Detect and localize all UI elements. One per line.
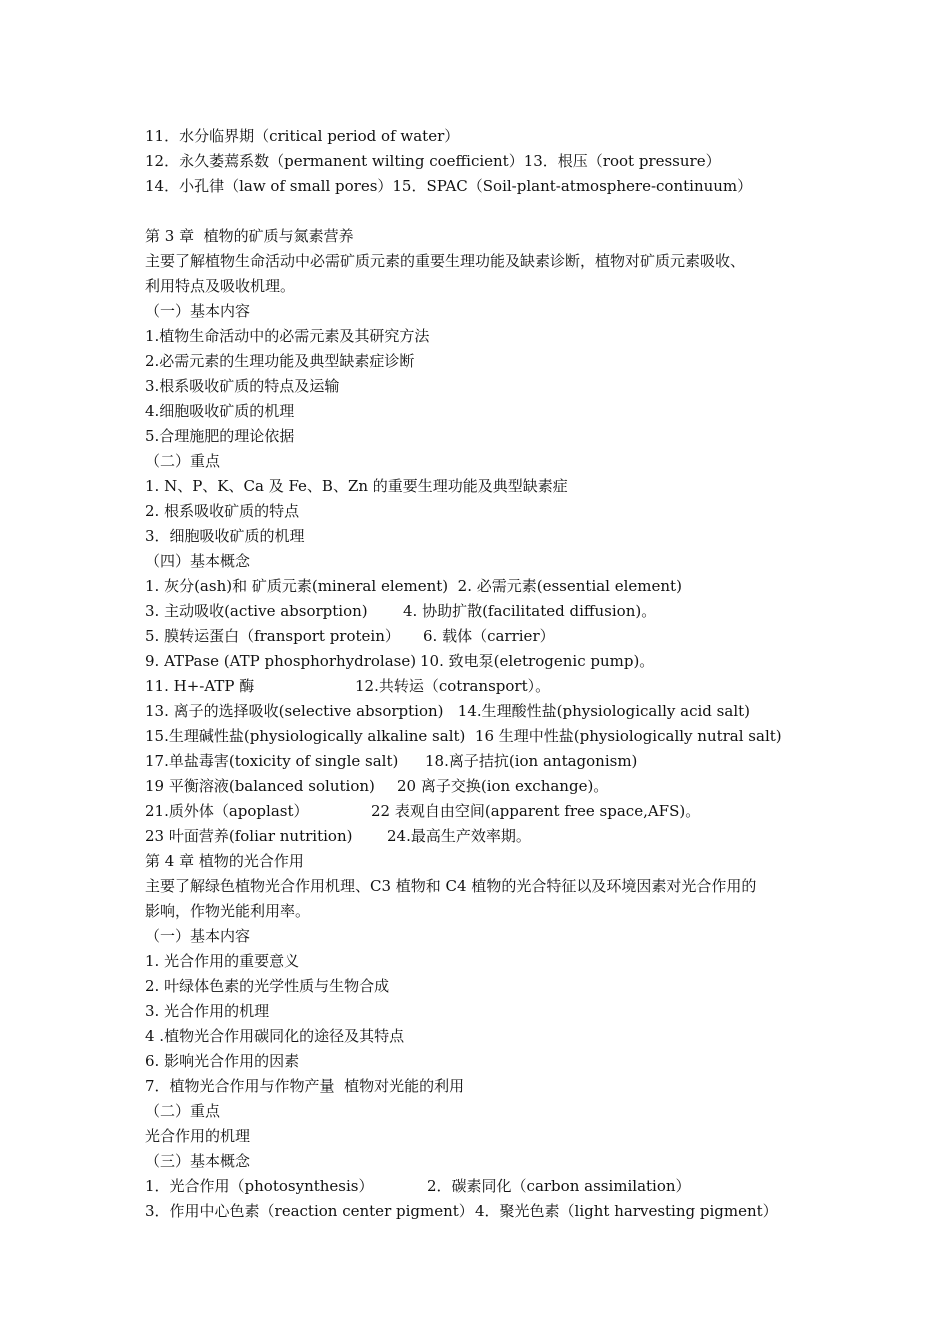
list-item: 2. 根系吸收矿质的特点: [145, 502, 300, 520]
concept-line: 1. 灰分(ash)和 矿质元素(mineral element) 2. 必需元素(essential element): [145, 577, 682, 595]
term-line: 11．水分临界期（critical period of water）: [145, 127, 460, 145]
section-heading: （一）基本内容: [145, 302, 251, 320]
list-item: 1. 光合作用的重要意义: [145, 952, 300, 970]
concept-item: 11. H+-ATP 酶: [145, 677, 255, 695]
section-heading: （三）基本概念: [145, 1152, 251, 1170]
chapter-4-intro: 主要了解绿色植物光合作用机理、C3 植物和 C4 植物的光合特征以及环境因素对光合作用的: [145, 877, 757, 895]
list-item: 2. 叶绿体色素的光学性质与生物合成: [145, 977, 390, 995]
chapter-3-intro: 利用特点及吸收机理。: [145, 277, 296, 295]
chapter-3-intro: 主要了解植物生命活动中必需矿质元素的重要生理功能及缺素诊断，植物对矿质元素吸收、: [145, 252, 746, 270]
concept-line: [145, 1201, 778, 1281]
concept-item: 3．作用中心色素（reaction center pigment）: [145, 1202, 474, 1220]
concept-item: 21.质外体（apoplast）: [145, 802, 309, 820]
list-item: 6. 影响光合作用的因素: [145, 1052, 300, 1070]
section-heading: （二）重点: [145, 1102, 221, 1120]
concept-item: 2．碳素同化（carbon assimilation）: [427, 1177, 691, 1195]
concept-item: 23 叶面营养(foliar nutrition): [145, 827, 353, 845]
concept-item: 17.单盐毒害(toxicity of single salt): [145, 752, 399, 770]
term-line: 14．小孔律（law of small pores）15．SPAC（Soil-plant-atmosphere-continuum）: [145, 177, 753, 195]
list-item: 4.细胞吸收矿质的机理: [145, 402, 295, 420]
list-item: 1.植物生命活动中的必需元素及其研究方法: [145, 327, 430, 345]
term-line: 12．永久萎蔫系数（permanent wilting coefficient）13．根压（root pressure）: [145, 152, 721, 170]
section-heading: （一）基本内容: [145, 927, 251, 945]
list-item: 3. 光合作用的机理: [145, 1002, 270, 1020]
chapter-4-intro: 影响，作物光能利用率。: [145, 902, 311, 920]
list-item: 3.根系吸收矿质的特点及运输: [145, 377, 340, 395]
chapter-4-title: 第 4 章 植物的光合作用: [145, 852, 304, 870]
list-item: 光合作用的机理: [145, 1127, 251, 1145]
concept-item: 4. 协助扩散(facilitated diffusion)。: [403, 602, 657, 620]
concept-item: 19 平衡溶液(balanced solution): [145, 777, 375, 795]
section-heading: （四）基本概念: [145, 552, 251, 570]
list-item: 1. N、P、K、Ca 及 Fe、B、Zn 的重要生理功能及典型缺素症: [145, 477, 568, 495]
concept-item: 6. 载体（carrier）: [423, 627, 555, 645]
concept-item: 1．光合作用（photosynthesis）: [145, 1177, 374, 1195]
concept-item: 20 离子交换(ion exchange)。: [397, 777, 609, 795]
list-item: 5.合理施肥的理论依据: [145, 427, 295, 445]
concept-item: 18.离子拮抗(ion antagonism): [425, 752, 638, 770]
concept-item: 10. 致电泵(eletrogenic pump)。: [420, 652, 655, 670]
list-item: 7．植物光合作用与作物产量 植物对光能的利用: [145, 1077, 465, 1095]
concept-line: 13. 离子的选择吸收(selective absorption) 14.生理酸性盐(physiologically acid salt): [145, 702, 750, 720]
concept-item: 5. 膜转运蛋白（fransport protein）: [145, 627, 400, 645]
chapter-3-title: 第 3 章 植物的矿质与氮素营养: [145, 227, 354, 245]
concept-item: 3. 主动吸收(active absorption): [145, 602, 368, 620]
list-item: 4 .植物光合作用碳同化的途径及其特点: [145, 1027, 405, 1045]
list-item: 3．细胞吸收矿质的机理: [145, 527, 305, 545]
concept-item: 12.共转运（cotransport）。: [355, 677, 551, 695]
concept-item: 9. ATPase (ATP phosphorhydrolase): [145, 652, 417, 670]
concept-item: 24.最高生产效率期。: [387, 827, 531, 845]
concept-line: 15.生理碱性盐(physiologically alkaline salt) 16 生理中性盐(physiologically nutral salt): [145, 727, 782, 745]
concept-item: 22 表观自由空间(apparent free space,AFS)。: [371, 802, 701, 820]
concept-item: 4．聚光色素（light harvesting pigment）: [475, 1202, 778, 1220]
list-item: 2.必需元素的生理功能及典型缺素症诊断: [145, 352, 415, 370]
section-heading: （二）重点: [145, 452, 221, 470]
